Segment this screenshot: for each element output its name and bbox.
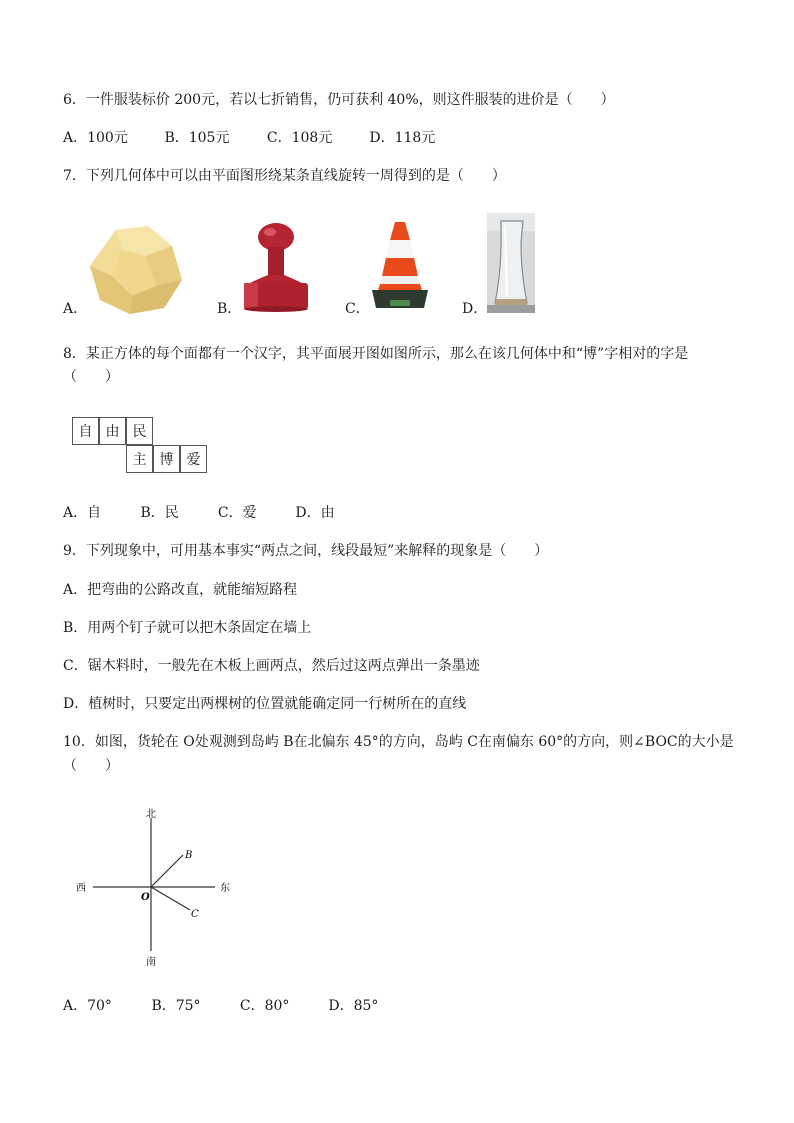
- q8-cube-net: [72, 417, 212, 477]
- q8-option-b[interactable]: B．民: [140, 505, 179, 521]
- ray-ob: [151, 855, 183, 887]
- q7-label-d[interactable]: D．: [462, 301, 488, 317]
- q9-option-c[interactable]: C．锯木料时，一般先在木板上画两点，然后过这两点弹出一条墨迹: [63, 658, 480, 674]
- q10-stem: 10．如图，货轮在 O处观测到岛屿 B在北偏东 45°的方向，岛屿 C在南偏东 60°的方向，则∠BOC的大小是: [63, 734, 734, 750]
- q7-image-d-vase: [487, 213, 535, 313]
- q7-image-b-stamp: [236, 219, 316, 315]
- label-c: C: [191, 909, 199, 920]
- q8-option-d[interactable]: D．由: [295, 505, 335, 521]
- q10-option-b[interactable]: B．75°: [151, 998, 201, 1014]
- q6-option-b[interactable]: B．105元: [164, 130, 230, 146]
- label-b: B: [185, 850, 193, 861]
- q10-option-d[interactable]: D．85°: [328, 998, 379, 1014]
- net-cell-bottom-2: 博: [153, 445, 180, 473]
- q7-label-c[interactable]: C．: [345, 301, 370, 317]
- net-cell-top-3: 民: [126, 417, 153, 445]
- q8-option-a[interactable]: A．自: [63, 505, 102, 521]
- q6-option-c[interactable]: C．108元: [266, 130, 333, 146]
- q8-stem: 8．某正方体的每个面都有一个汉字，其平面展开图如图所示，那么在该几何体中和“博”字相对的字是: [63, 346, 689, 362]
- q9-stem: 9．下列现象中，可用基本事实“两点之间，线段最短”来解释的现象是（ ）: [63, 543, 549, 559]
- label-east: 东: [220, 883, 230, 894]
- q10-option-c[interactable]: C．80°: [239, 998, 290, 1014]
- q9-option-a[interactable]: A．把弯曲的公路改直，就能缩短路程: [63, 582, 298, 598]
- label-west: 西: [76, 883, 86, 894]
- q10-option-a[interactable]: A．70°: [63, 998, 112, 1014]
- q9-option-d[interactable]: D．植树时，只要定出两棵树的位置就能确定同一行树所在的直线: [63, 696, 467, 712]
- q7-label-a[interactable]: A．: [63, 301, 88, 317]
- net-cell-bottom-3: 爱: [180, 445, 207, 473]
- q10-compass-diagram: [70, 805, 240, 970]
- q8-paren: （ ）: [63, 369, 119, 385]
- q6-option-a[interactable]: A．100元: [63, 130, 128, 146]
- q7-stem: 7．下列几何体中可以由平面图形绕某条直线旋转一周得到的是（ ）: [63, 168, 506, 184]
- label-o: O: [141, 892, 150, 903]
- q7-image-c-traffic-cone: [370, 218, 430, 314]
- q9-option-b[interactable]: B．用两个钉子就可以把木条固定在墙上: [63, 620, 312, 636]
- label-north: 北: [146, 809, 156, 820]
- q10-paren: （ ）: [63, 758, 119, 774]
- ray-oc: [151, 887, 190, 910]
- q6-stem: 6．一件服装标价 200元，若以七折销售，仍可获利 40%，则这件服装的进价是（ ）: [63, 92, 615, 108]
- net-cell-bottom-1: 主: [126, 445, 153, 473]
- q10-options: [63, 996, 378, 1016]
- q6-options: [63, 128, 435, 148]
- q7-image-a-polyhedron: [86, 224, 186, 316]
- net-cell-top-1: 自: [72, 417, 99, 445]
- q6-option-d[interactable]: D．118元: [369, 130, 436, 146]
- q7-label-b[interactable]: B．: [217, 301, 242, 317]
- q8-option-c[interactable]: C．爱: [217, 505, 257, 521]
- q8-options: [63, 503, 335, 523]
- net-cell-top-2: 由: [99, 417, 126, 445]
- label-south: 南: [146, 957, 156, 968]
